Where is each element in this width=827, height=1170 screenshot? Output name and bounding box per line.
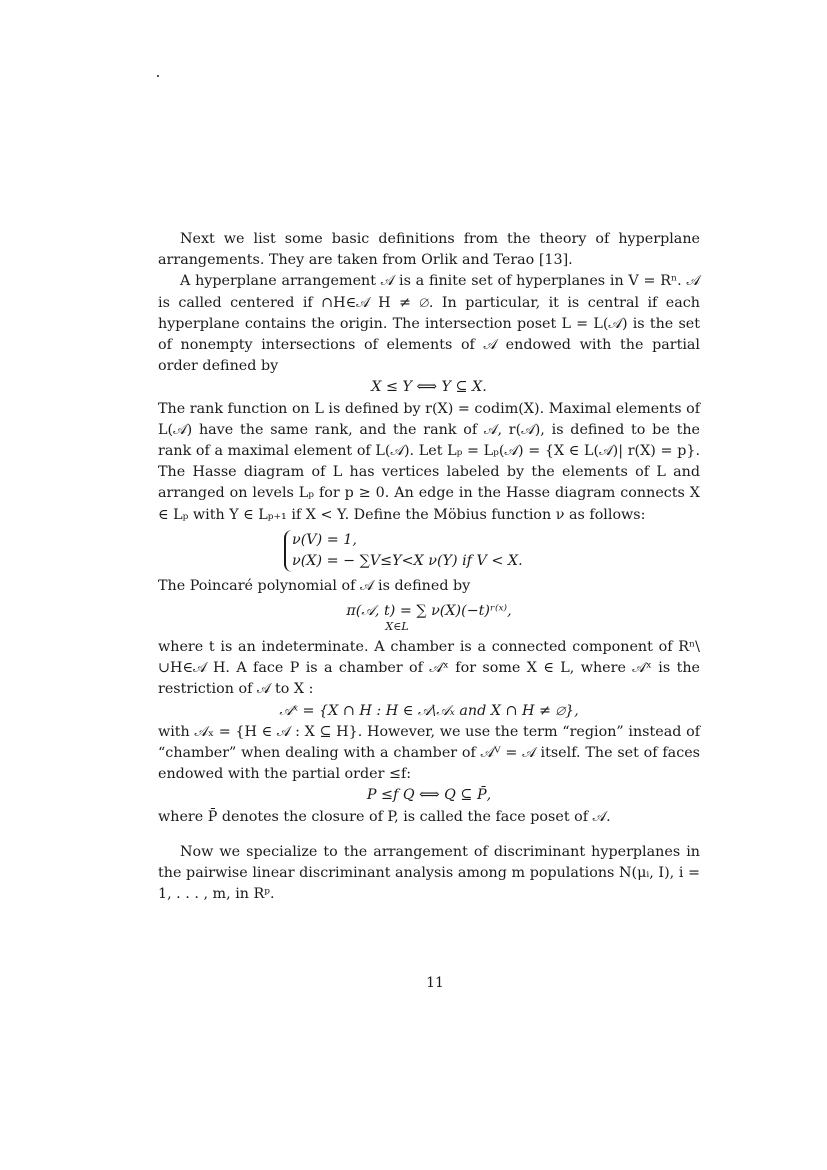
equation-mobius-cases <box>284 530 523 572</box>
equation-face-order: P ≤f Q ⟺ Q ⊆ P̄, <box>366 787 492 804</box>
paragraph-region: with 𝒜ₓ = {H ∈ 𝒜 : X ⊆ H}. However, we use the term “region” instead of “chamber” when dealing with a chamber of 𝒜ⱽ = 𝒜 itself. The set of faces endowed with the partial order ≤f: <box>158 723 700 783</box>
poincare-sum-index: X∈L <box>385 620 409 634</box>
poincare-formula: π(𝒜, t) = ∑ ν(X)(−t)ʳ⁽ˣ⁾, <box>346 603 512 620</box>
equation-poincare-polynomial <box>158 601 700 633</box>
paragraph-discriminant: Now we specialize to the arrangement of discriminant hyperplanes in the pairwise linear discriminant analysis among m populations N(μᵢ, I), i = 1, . . . , m, in Rᵖ. <box>158 843 700 903</box>
mobius-case-1: ν(V) = 1, <box>292 531 357 548</box>
paragraph-poincare-intro: The Poincaré polynomial of 𝒜 is defined by <box>158 577 471 594</box>
scan-speck <box>157 75 159 77</box>
paragraph-intro: Next we list some basic definitions from the theory of hyperplane arrangements. They are taken from Orlik and Terao [13]. <box>158 231 700 269</box>
paragraph-face-poset: where P̄ denotes the closure of P, is called the face poset of 𝒜. <box>158 808 611 825</box>
equation-restriction: 𝒜ˣ = {X ∩ H : H ∈ 𝒜\𝒜ₓ and X ∩ H ≠ ∅}, <box>279 702 579 719</box>
paragraph-chamber-definition: where t is an indeterminate. A chamber is a connected component of Rⁿ\ ∪H∈𝒜 H. A face P is a chamber of 𝒜ˣ for some X ∈ L, where 𝒜ˣ is the restriction of 𝒜 to X : <box>158 639 700 698</box>
body-text <box>158 229 700 905</box>
paragraph-hyperplane-definition: A hyperplane arrangement 𝒜 is a finite set of hyperplanes in V = Rⁿ. 𝒜 is called centered if ∩H∈𝒜 H ≠ ∅. In particular, it is central if each hyperplane contains the origin. The intersection poset L = L(𝒜) is the set of nonempty intersections of elements of 𝒜 endowed with the partial order defined by <box>158 273 700 375</box>
page-number: 11 <box>426 975 444 991</box>
paragraph-rank-function: The rank function on L is defined by r(X) = codim(X). Maximal elements of L(𝒜) have the same rank, and the rank of 𝒜, r(𝒜), is defined to be the rank of a maximal element of L(𝒜). Let Lₚ = Lₚ(𝒜) = {X ∈ L(𝒜)| r(X) = p}. The Hasse diagram of L has vertices labeled by the elements of L and arranged on levels Lₚ for p ≥ 0. An edge in the Hasse diagram connects X ∈ Lₚ with Y ∈ Lₚ₊₁ if X < Y. Define the Möbius function ν as follows: <box>158 400 700 523</box>
equation-partial-order: X ≤ Y ⟺ Y ⊆ X. <box>371 379 487 396</box>
mobius-case-2: ν(X) = − ∑V≤Y<X ν(Y) if V < X. <box>292 552 523 569</box>
